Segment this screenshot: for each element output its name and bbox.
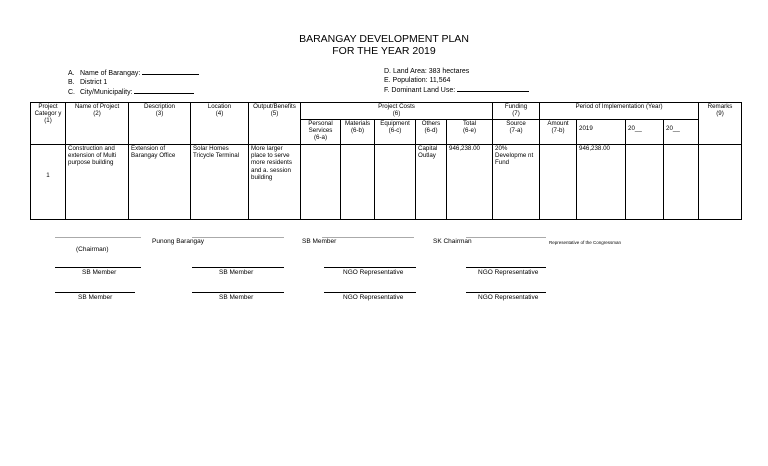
cell-others: Capital Outlay <box>416 145 447 220</box>
info-district: B. District 1 <box>68 78 108 86</box>
signature-line <box>192 292 284 293</box>
sb-member-label: SB Member <box>219 269 254 276</box>
signature-line <box>324 267 416 268</box>
signature-line <box>55 292 135 293</box>
cell-year-20-b <box>664 145 699 220</box>
header-equipment: Equipment (6-c) <box>375 120 416 145</box>
cell-total: 946,238.00 <box>447 145 493 220</box>
cell-remarks <box>699 145 742 220</box>
signature-line <box>466 267 546 268</box>
header-remarks: Remarks (9) <box>699 103 742 145</box>
document-title: BARANGAY DEVELOPMENT PLAN <box>299 33 469 45</box>
cell-amount <box>540 145 577 220</box>
signature-line <box>192 237 284 238</box>
header-funding: Funding (7) <box>493 103 540 120</box>
header-total: Total (6-e) <box>447 120 493 145</box>
ngo-representative-label: NGO Representative <box>478 294 539 301</box>
info-dominant-land-use: F. Dominant Land Use: <box>384 85 529 96</box>
sk-chairman-label: SK Chairman <box>433 238 472 245</box>
signature-line <box>466 237 546 238</box>
header-project-category: Project Categor y (1) <box>31 103 66 145</box>
header-name-of-project: Name of Project (2) <box>66 103 129 145</box>
header-others: Others (6-d) <box>416 120 447 145</box>
header-year-2019: 2019 <box>577 120 626 145</box>
signature-line <box>55 267 141 268</box>
document-subtitle: FOR THE YEAR 2019 <box>332 45 436 57</box>
punong-barangay-label: Punong Barangay <box>152 238 205 245</box>
cell-name: Construction and extension of Multi purpose building <box>66 145 129 220</box>
ngo-representative-label: NGO Representative <box>343 294 404 301</box>
ngo-representative-label: NGO Representative <box>478 269 539 276</box>
signature-line <box>55 237 141 238</box>
cell-materials <box>341 145 375 220</box>
blank-line <box>457 85 529 92</box>
info-right <box>384 68 529 96</box>
cell-personal <box>301 145 341 220</box>
header-output-benefits: Output/Benefits (5) <box>249 103 301 145</box>
sb-member-label: SB Member <box>302 238 337 245</box>
signature-line <box>192 267 284 268</box>
cell-year-2019: 946,238.00 <box>577 145 626 220</box>
header-materials: Materials (6-b) <box>341 120 375 145</box>
cell-outputs: More larger place to serve more residents and a. session building <box>249 145 301 220</box>
blank-line <box>142 68 199 75</box>
header-amount: Amount (7-b) <box>540 120 577 145</box>
info-name-of-barangay: A. Name of Barangay: <box>68 68 199 79</box>
signature-line <box>324 292 416 293</box>
sb-member-label: SB Member <box>82 269 117 276</box>
cell-category: 1 <box>31 145 66 220</box>
blank-line <box>134 87 194 94</box>
info-land-area: D. Land Area: 383 hectares <box>384 68 470 75</box>
congressman-representative-label: Representative of the Congressman <box>549 240 622 245</box>
signature-line <box>466 292 546 293</box>
header-year-20-a: 20__ <box>626 120 664 145</box>
development-plan-table <box>30 102 742 220</box>
info-city-municipality: C. City/Municipality: <box>68 87 199 98</box>
header-project-costs: Project Costs (6) <box>301 103 493 120</box>
cell-source: 20% Developme nt Fund <box>493 145 540 220</box>
cell-location: Solar Homes Tricycle Terminal <box>191 145 249 220</box>
header-location: Location (4) <box>191 103 249 145</box>
chairman-label: (Chairman) <box>76 246 109 253</box>
sb-member-label: SB Member <box>219 294 254 301</box>
header-year-20-b: 20__ <box>664 120 699 145</box>
cell-description: Extension of Barangay Office <box>129 145 191 220</box>
cell-year-20-a <box>626 145 664 220</box>
header-period-of-implementation: Period of Implementation (Year) <box>540 103 699 120</box>
ngo-representative-label: NGO Representative <box>343 269 404 276</box>
sb-member-label: SB Member <box>78 294 113 301</box>
info-population: E. Population: 11,564 <box>384 76 451 84</box>
table-row <box>31 145 742 220</box>
header-source: Source (7-a) <box>493 120 540 145</box>
header-description: Description (3) <box>129 103 191 145</box>
header-personal-services: Personal Services (6-a) <box>301 120 341 145</box>
cell-equipment <box>375 145 416 220</box>
info-left <box>68 68 199 98</box>
